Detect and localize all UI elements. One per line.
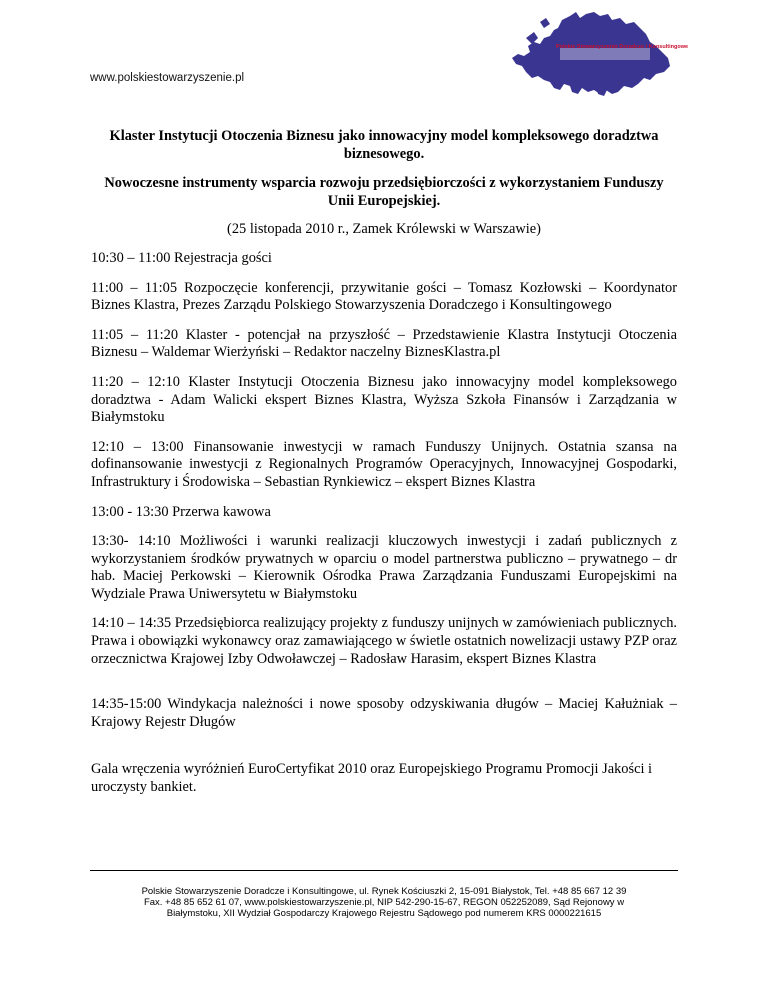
document-subtitle: Nowoczesne instrumenty wsparcia rozwoju przedsiębiorczości z wykorzystaniem Funduszy Unii Europejskiej.	[104, 175, 664, 209]
footer-divider	[90, 870, 678, 871]
logo-text: Polskie Stowarzyszenie Doradcze i Konsultingowe	[556, 44, 689, 50]
organization-logo	[500, 8, 690, 100]
agenda-item: 13:30- 14:10 Możliwości i warunki realizacji kluczowych inwestycji i zadań publicznych z wykorzystaniem środków prywatnych w oparciu o model partnerstwa publiczno – prywatnego – dr hab. Maciej Perkowski – Kierownik Ośrodka Prawa Zarządzania Funduszami Europejskimi na Wydziale Prawa Uniwersytetu w Białymstoku	[91, 533, 677, 602]
agenda-item: 13:00 - 13:30 Przerwa kawowa	[91, 503, 271, 520]
event-date-location: (25 listopada 2010 r., Zamek Królewski w Warszawie)	[227, 221, 541, 238]
agenda-item: 11:20 – 12:10 Klaster Instytucji Otoczenia Biznesu jako innowacyjny model kompleksowego doradztwa - Adam Walicki ekspert Biznes Klastra, Wyższa Szkoła Finansów i Zarządzania w Białymstoku	[91, 373, 677, 426]
footer	[90, 886, 678, 920]
website-url: www.polskiestowarzyszenie.pl	[90, 72, 245, 84]
document-body	[91, 128, 677, 809]
closing-note: Gala wręczenia wyróżnień EuroCertyfikat 2010 oraz Europejskiego Programu Promocji Jakości i uroczysty bankiet.	[91, 761, 653, 796]
agenda-item: 14:35-15:00 Windykacja należności i nowe sposoby odzyskiwania długów – Maciej Kałużniak – Krajowy Rejestr Długów	[91, 696, 677, 730]
footer-line: Fax. +48 85 652 61 07, www.polskiestowarzyszenie.pl, NIP 542-290-15-67, REGON 052252089, Sąd Rejonowy w	[143, 897, 625, 909]
document-title: Klaster Instytucji Otoczenia Biznesu jako innowacyjny model kompleksowego doradztwa biznesowego.	[109, 128, 659, 162]
agenda-item: 12:10 – 13:00 Finansowanie inwestycji w ramach Funduszy Unijnych. Ostatnia szansa na dofinansowanie inwestycji z Regionalnych Programów Operacyjnych, Innowacyjnej Gospodarki, Infrastruktury i Środowiska – Sebastian Rynkiewicz – ekspert Biznes Klastra	[91, 438, 677, 490]
agenda-item: 14:10 – 14:35 Przedsiębiorca realizujący projekty z funduszy unijnych w zamówieniach publicznych. Prawa i obowiązki wykonawcy oraz zamawiającego w świetle ostatnich nowelizacji ustawy PZP oraz orzecznictwa Krajowej Izby Odwoławczej – Radosław Harasim, ekspert Biznes Klastra	[91, 615, 677, 667]
agenda-item: 11:00 – 11:05 Rozpoczęcie konferencji, przywitanie gości – Tomasz Kozłowski – Koordynator Biznes Klastra, Prezes Zarządu Polskiego Stowarzyszenia Doradczego i Konsultingowego	[91, 279, 677, 314]
agenda-item: 10:30 – 11:00 Rejestracja gości	[91, 249, 272, 266]
europe-map-icon	[500, 8, 690, 100]
footer-line: Białymstoku, XII Wydział Gospodarczy Krajowego Rejestru Sądowego pod numerem KRS 0000221615	[166, 908, 602, 920]
agenda-item: 11:05 – 11:20 Klaster - potencjał na przyszłość – Przedstawienie Klastra Instytucji Otoczenia Biznesu – Waldemar Wierżyński – Redaktor naczelny BiznesKlastra.pl	[91, 326, 677, 361]
footer-line: Polskie Stowarzyszenie Doradcze i Konsultingowe, ul. Rynek Kościuszki 2, 15-091 Białystok, Tel. +48 85 667 12 39	[141, 886, 627, 897]
